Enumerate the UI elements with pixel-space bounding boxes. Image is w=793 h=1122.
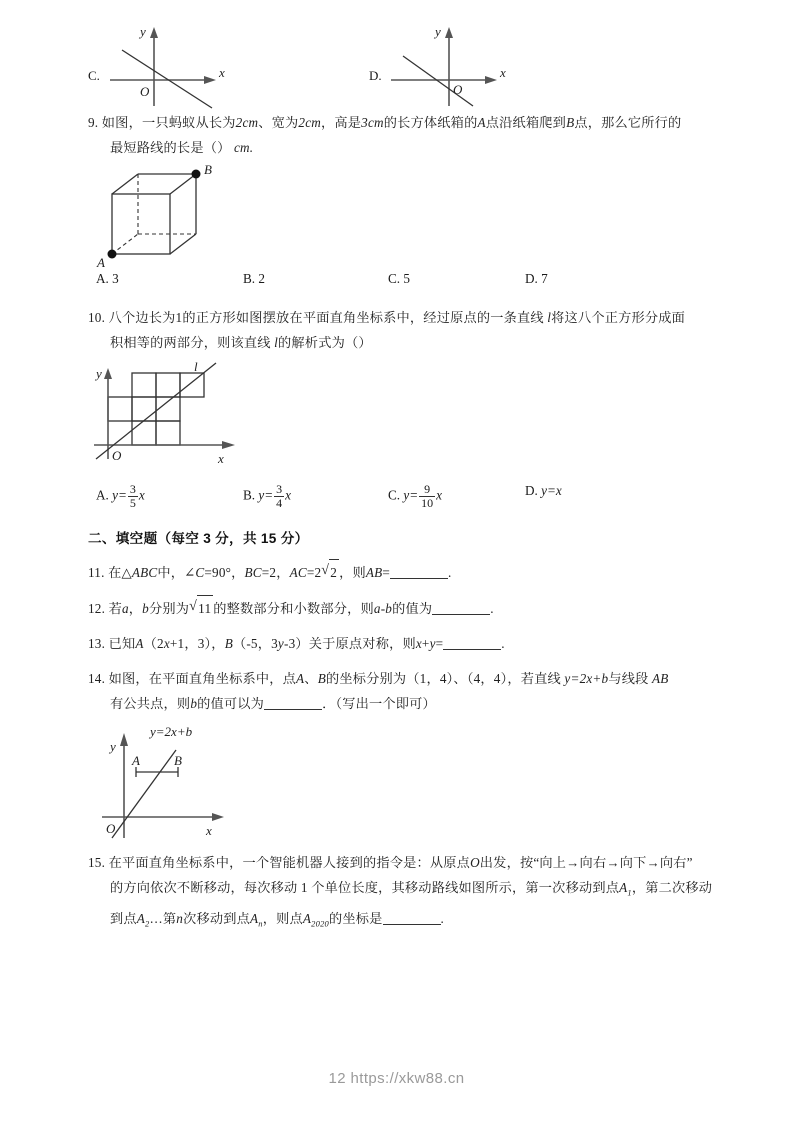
question-12 bbox=[88, 595, 713, 621]
q13-i: -3）关于原点对称，则 bbox=[283, 636, 416, 651]
q10-option-a-fraction bbox=[128, 483, 138, 509]
q11-l: ，则 bbox=[339, 565, 366, 580]
q10-fig-label-y: y bbox=[96, 366, 102, 381]
q10-option-d-key: D. bbox=[525, 483, 538, 498]
q9-option-c-value: 5 bbox=[403, 271, 410, 286]
q14-var-b: b bbox=[190, 696, 198, 711]
q9-unit: cm. bbox=[234, 140, 254, 155]
q13-h: y bbox=[277, 636, 284, 651]
q13-k: + bbox=[421, 636, 430, 651]
q11-radicand: 2 bbox=[329, 559, 339, 585]
q13-g: （-5，3 bbox=[232, 636, 278, 651]
q9-option-b-key: B. bbox=[243, 271, 256, 286]
q10-option-b-fraction bbox=[274, 483, 284, 509]
q13-d: x bbox=[163, 636, 170, 651]
q12-e: 分别为 bbox=[148, 601, 190, 616]
q14-fig-label-a: A bbox=[132, 753, 140, 768]
page-footer: 12 https://xkw88.cn bbox=[328, 1070, 465, 1087]
q13-m: = bbox=[435, 636, 444, 651]
q9-text-a: 如图，一只蚂蚁从长为 bbox=[101, 115, 236, 130]
svg-text:O: O bbox=[140, 84, 150, 99]
q10-text-l2c: 的解析式为（ bbox=[278, 335, 359, 350]
q9-option-b[interactable] bbox=[243, 271, 265, 287]
q15-l2c: ，第二次移动 bbox=[631, 880, 713, 895]
q9-val-3cm: 3cm bbox=[361, 115, 384, 130]
question-15-line-1 bbox=[88, 850, 713, 875]
q13-answer-blank[interactable] bbox=[443, 636, 501, 650]
q9-option-d-value: 7 bbox=[541, 271, 548, 286]
q14-l2d: ．（写出一个即可） bbox=[322, 696, 436, 711]
question-15-line-3 bbox=[88, 906, 713, 937]
q10-option-c[interactable] bbox=[388, 483, 442, 509]
q15-l3i: 的坐标是 bbox=[328, 910, 383, 926]
q9-option-c[interactable] bbox=[388, 271, 410, 287]
q10-line-l-1: l bbox=[547, 310, 552, 325]
q9-val-2cm-1: 2cm bbox=[235, 115, 259, 130]
svg-text:x: x bbox=[500, 65, 506, 80]
q11-f: ° bbox=[225, 565, 232, 580]
q9-option-d-key: D. bbox=[525, 271, 538, 286]
q10-option-c-key: C. bbox=[388, 487, 401, 503]
q11-number: 11. bbox=[88, 565, 105, 580]
q8-options-cd-figures bbox=[88, 0, 713, 108]
q14-segment-ab: AB bbox=[652, 671, 669, 686]
q15-l1a: 在平面直角坐标系中，一个智能机器人接到的指令是：从原点 bbox=[108, 855, 471, 870]
q13-n: . bbox=[501, 636, 505, 651]
q13-f: B bbox=[224, 636, 233, 651]
q10-option-b-den: 4 bbox=[276, 495, 283, 510]
q12-h: - bbox=[380, 601, 386, 616]
q9-fig-label-a: A bbox=[97, 255, 105, 270]
q14-coordinate-figure bbox=[88, 720, 713, 842]
q10-option-b[interactable] bbox=[243, 483, 291, 509]
q14-fig-label-y: y bbox=[110, 739, 116, 754]
q10-option-a-den: 5 bbox=[129, 495, 136, 510]
page-content bbox=[88, 0, 713, 936]
q12-g: a bbox=[373, 601, 381, 616]
question-9-options bbox=[88, 271, 713, 295]
q11-radical bbox=[321, 559, 339, 585]
q12-number: 12. bbox=[88, 601, 106, 616]
q10-option-b-lhs: y= bbox=[258, 487, 274, 503]
q10-option-a-var: x bbox=[138, 487, 145, 503]
question-10-line-1 bbox=[88, 305, 713, 330]
q14-point-a: A bbox=[296, 671, 305, 686]
q12-radical bbox=[189, 595, 213, 621]
q9-number: 9. bbox=[88, 115, 99, 130]
q10-option-b-var: x bbox=[285, 487, 292, 503]
q15-var-n: n bbox=[176, 910, 184, 926]
q13-a: 已知 bbox=[108, 636, 136, 651]
q11-j: AC bbox=[289, 565, 307, 580]
q10-fig-label-l: l bbox=[194, 359, 198, 374]
q14-fig-label-b: B bbox=[174, 753, 182, 768]
q13-number: 13. bbox=[88, 636, 106, 651]
q10-option-d-lhs: y=x bbox=[541, 483, 562, 498]
q15-l2a: 的方向依次不断移动，每次移动 1 个单位长度，其移动路线如图所示，第一次移动到点 bbox=[110, 880, 620, 895]
q12-radicand: 11 bbox=[197, 595, 213, 621]
q9-option-c-key: C. bbox=[388, 271, 401, 286]
q9-fig-label-b: B bbox=[204, 162, 212, 177]
option-c-label: C. bbox=[88, 68, 100, 83]
question-14-line-1 bbox=[88, 666, 713, 691]
q10-fig-label-origin: O bbox=[112, 448, 122, 463]
q9-text-i: 点沿纸箱爬到 bbox=[485, 115, 567, 130]
q11-a: 在△ bbox=[108, 565, 132, 580]
q15-sub-n: n bbox=[258, 918, 263, 929]
q9-option-b-value: 2 bbox=[258, 271, 265, 286]
q10-squares-figure bbox=[88, 359, 713, 479]
q12-b: a bbox=[121, 601, 129, 616]
q11-c: 中，∠ bbox=[157, 565, 196, 580]
q10-option-c-lhs: y= bbox=[403, 487, 419, 503]
q11-i: =2， bbox=[261, 565, 290, 580]
q12-answer-blank[interactable] bbox=[432, 601, 490, 615]
q10-option-d[interactable] bbox=[525, 483, 562, 499]
q13-c: （2 bbox=[143, 636, 164, 651]
q9-option-d[interactable] bbox=[525, 271, 548, 287]
q10-text-a: 八个边长为 bbox=[108, 310, 176, 325]
q14-number: 14. bbox=[88, 671, 106, 686]
q10-text-l2d: ） bbox=[358, 335, 372, 350]
q14-l1g: 与线段 bbox=[608, 671, 649, 686]
section-2-heading: 二、填空题（每空 3 分，共 15 分） bbox=[88, 531, 309, 546]
q10-val-1: 1 bbox=[175, 310, 183, 325]
q14-fig-label-x: x bbox=[206, 823, 212, 838]
q12-d: b bbox=[142, 601, 149, 616]
q15-origin-o: O bbox=[470, 855, 480, 870]
q11-k: =2 bbox=[306, 565, 322, 580]
q10-text-e: 将这八个正方形分成面 bbox=[551, 310, 686, 325]
question-11 bbox=[88, 559, 713, 585]
q9-option-a[interactable] bbox=[96, 271, 119, 287]
q10-option-a[interactable] bbox=[96, 483, 145, 509]
q10-text-l2a: 积相等的两部分，则该直线 bbox=[110, 335, 271, 350]
q12-k: . bbox=[490, 601, 494, 616]
q10-option-c-fraction bbox=[419, 483, 435, 509]
q15-sub-2: 2 bbox=[145, 918, 150, 929]
option-d-label: D. bbox=[369, 68, 382, 83]
q9-text-l2a: 最短路线的长是（ bbox=[110, 140, 218, 155]
q15-number: 15. bbox=[88, 855, 106, 870]
question-10-options bbox=[88, 481, 713, 511]
q15-l3j: . bbox=[440, 910, 445, 926]
q11-b: ABC bbox=[131, 565, 158, 580]
q11-n: = bbox=[382, 565, 391, 580]
q15-l3e: 次移动到点 bbox=[183, 910, 251, 926]
q14-l1c: 、 bbox=[304, 671, 318, 686]
svg-text:O: O bbox=[453, 82, 463, 97]
q14-fig-equation: y=2x+b bbox=[150, 724, 193, 739]
question-15-line-2 bbox=[88, 875, 713, 906]
q14-fig-label-origin: O bbox=[106, 821, 116, 836]
q13-e: +1，3）， bbox=[169, 636, 225, 651]
question-13 bbox=[88, 631, 713, 656]
q14-l1a: 如图，在平面直角坐标系中，点 bbox=[108, 671, 297, 686]
q9-point-b: B bbox=[566, 115, 575, 130]
q15-sub-1: 1 bbox=[627, 887, 632, 898]
q14-l1e: 的坐标分别为（1，4）、（4，4），若直线 bbox=[325, 671, 561, 686]
q15-point-a2: A bbox=[136, 910, 146, 926]
q15-l3g: ，则点 bbox=[262, 910, 303, 926]
q14-equation: y=2x+b bbox=[564, 671, 609, 686]
q11-g: ， bbox=[231, 565, 245, 580]
q13-j: x bbox=[415, 636, 422, 651]
q11-h: BC bbox=[244, 565, 262, 580]
question-9-line-2 bbox=[88, 135, 713, 160]
q9-point-a: A bbox=[477, 115, 486, 130]
q15-point-a1: A bbox=[619, 880, 628, 895]
q12-f: 的整数部分和小数部分，则 bbox=[213, 601, 374, 616]
q9-cuboid-figure bbox=[88, 164, 713, 269]
q9-text-k: 点，那么它所行的 bbox=[574, 115, 682, 130]
q11-answer-blank[interactable] bbox=[390, 565, 448, 579]
q10-option-a-num: 3 bbox=[129, 482, 136, 496]
q14-point-b: B bbox=[317, 671, 326, 686]
q11-d: C bbox=[195, 565, 205, 580]
q10-option-b-num: 3 bbox=[276, 482, 283, 496]
q12-j: 的值为 bbox=[392, 601, 433, 616]
q9-text-g: 的长方体纸箱的 bbox=[383, 115, 478, 130]
q10-fig-label-x: x bbox=[218, 451, 224, 466]
svg-text:x: x bbox=[219, 65, 225, 80]
q10-option-a-lhs: y= bbox=[112, 487, 127, 503]
q15-answer-blank[interactable] bbox=[383, 911, 441, 925]
q10-option-c-var: x bbox=[436, 487, 443, 503]
q13-b: A bbox=[135, 636, 144, 651]
question-14-line-2 bbox=[88, 691, 713, 716]
q11-e: =90 bbox=[204, 565, 226, 580]
q9-option-a-key: A. bbox=[96, 271, 109, 286]
q15-sub-2020: 2020 bbox=[311, 918, 329, 929]
q10-option-b-key: B. bbox=[243, 487, 256, 503]
q10-option-c-den: 10 bbox=[421, 495, 434, 510]
q11-o: . bbox=[448, 565, 452, 580]
q14-answer-blank[interactable] bbox=[264, 696, 322, 710]
q14-l2c: 的值可以为 bbox=[197, 696, 265, 711]
q9-option-a-value: 3 bbox=[112, 271, 119, 286]
q15-l3a: 到点 bbox=[110, 910, 137, 926]
q12-i: b bbox=[385, 601, 393, 616]
q10-number: 10. bbox=[88, 310, 106, 325]
q10-line-l-2: l bbox=[274, 335, 279, 350]
q9-text-c: 、宽为 bbox=[258, 115, 299, 130]
question-9-line-1 bbox=[88, 110, 713, 135]
q9-text-e: ，高是 bbox=[321, 115, 362, 130]
q11-m: AB bbox=[365, 565, 383, 580]
q10-option-c-num: 9 bbox=[424, 482, 431, 496]
q15-point-an: A bbox=[250, 910, 259, 926]
q13-l: y bbox=[429, 636, 436, 651]
q14-l2a: 有公共点，则 bbox=[110, 696, 191, 711]
q15-l3c: …第 bbox=[149, 910, 177, 926]
q12-a: 若 bbox=[108, 601, 122, 616]
svg-text:y: y bbox=[435, 24, 441, 39]
q9-text-l2b: ） bbox=[217, 140, 231, 155]
question-10-line-2 bbox=[88, 330, 713, 355]
q12-c: ， bbox=[128, 601, 143, 616]
q10-option-a-key: A. bbox=[96, 487, 109, 503]
svg-text:y: y bbox=[140, 24, 146, 39]
q15-l1c: 出发，按“向上→向右→向下→向右” bbox=[479, 855, 693, 870]
q15-point-a2020: A bbox=[302, 910, 312, 926]
q10-text-c: 的正方形如图摆放在平面直角坐标系中，经过原点的一条直线 bbox=[182, 310, 544, 325]
q9-val-2cm-2: 2cm bbox=[298, 115, 321, 130]
